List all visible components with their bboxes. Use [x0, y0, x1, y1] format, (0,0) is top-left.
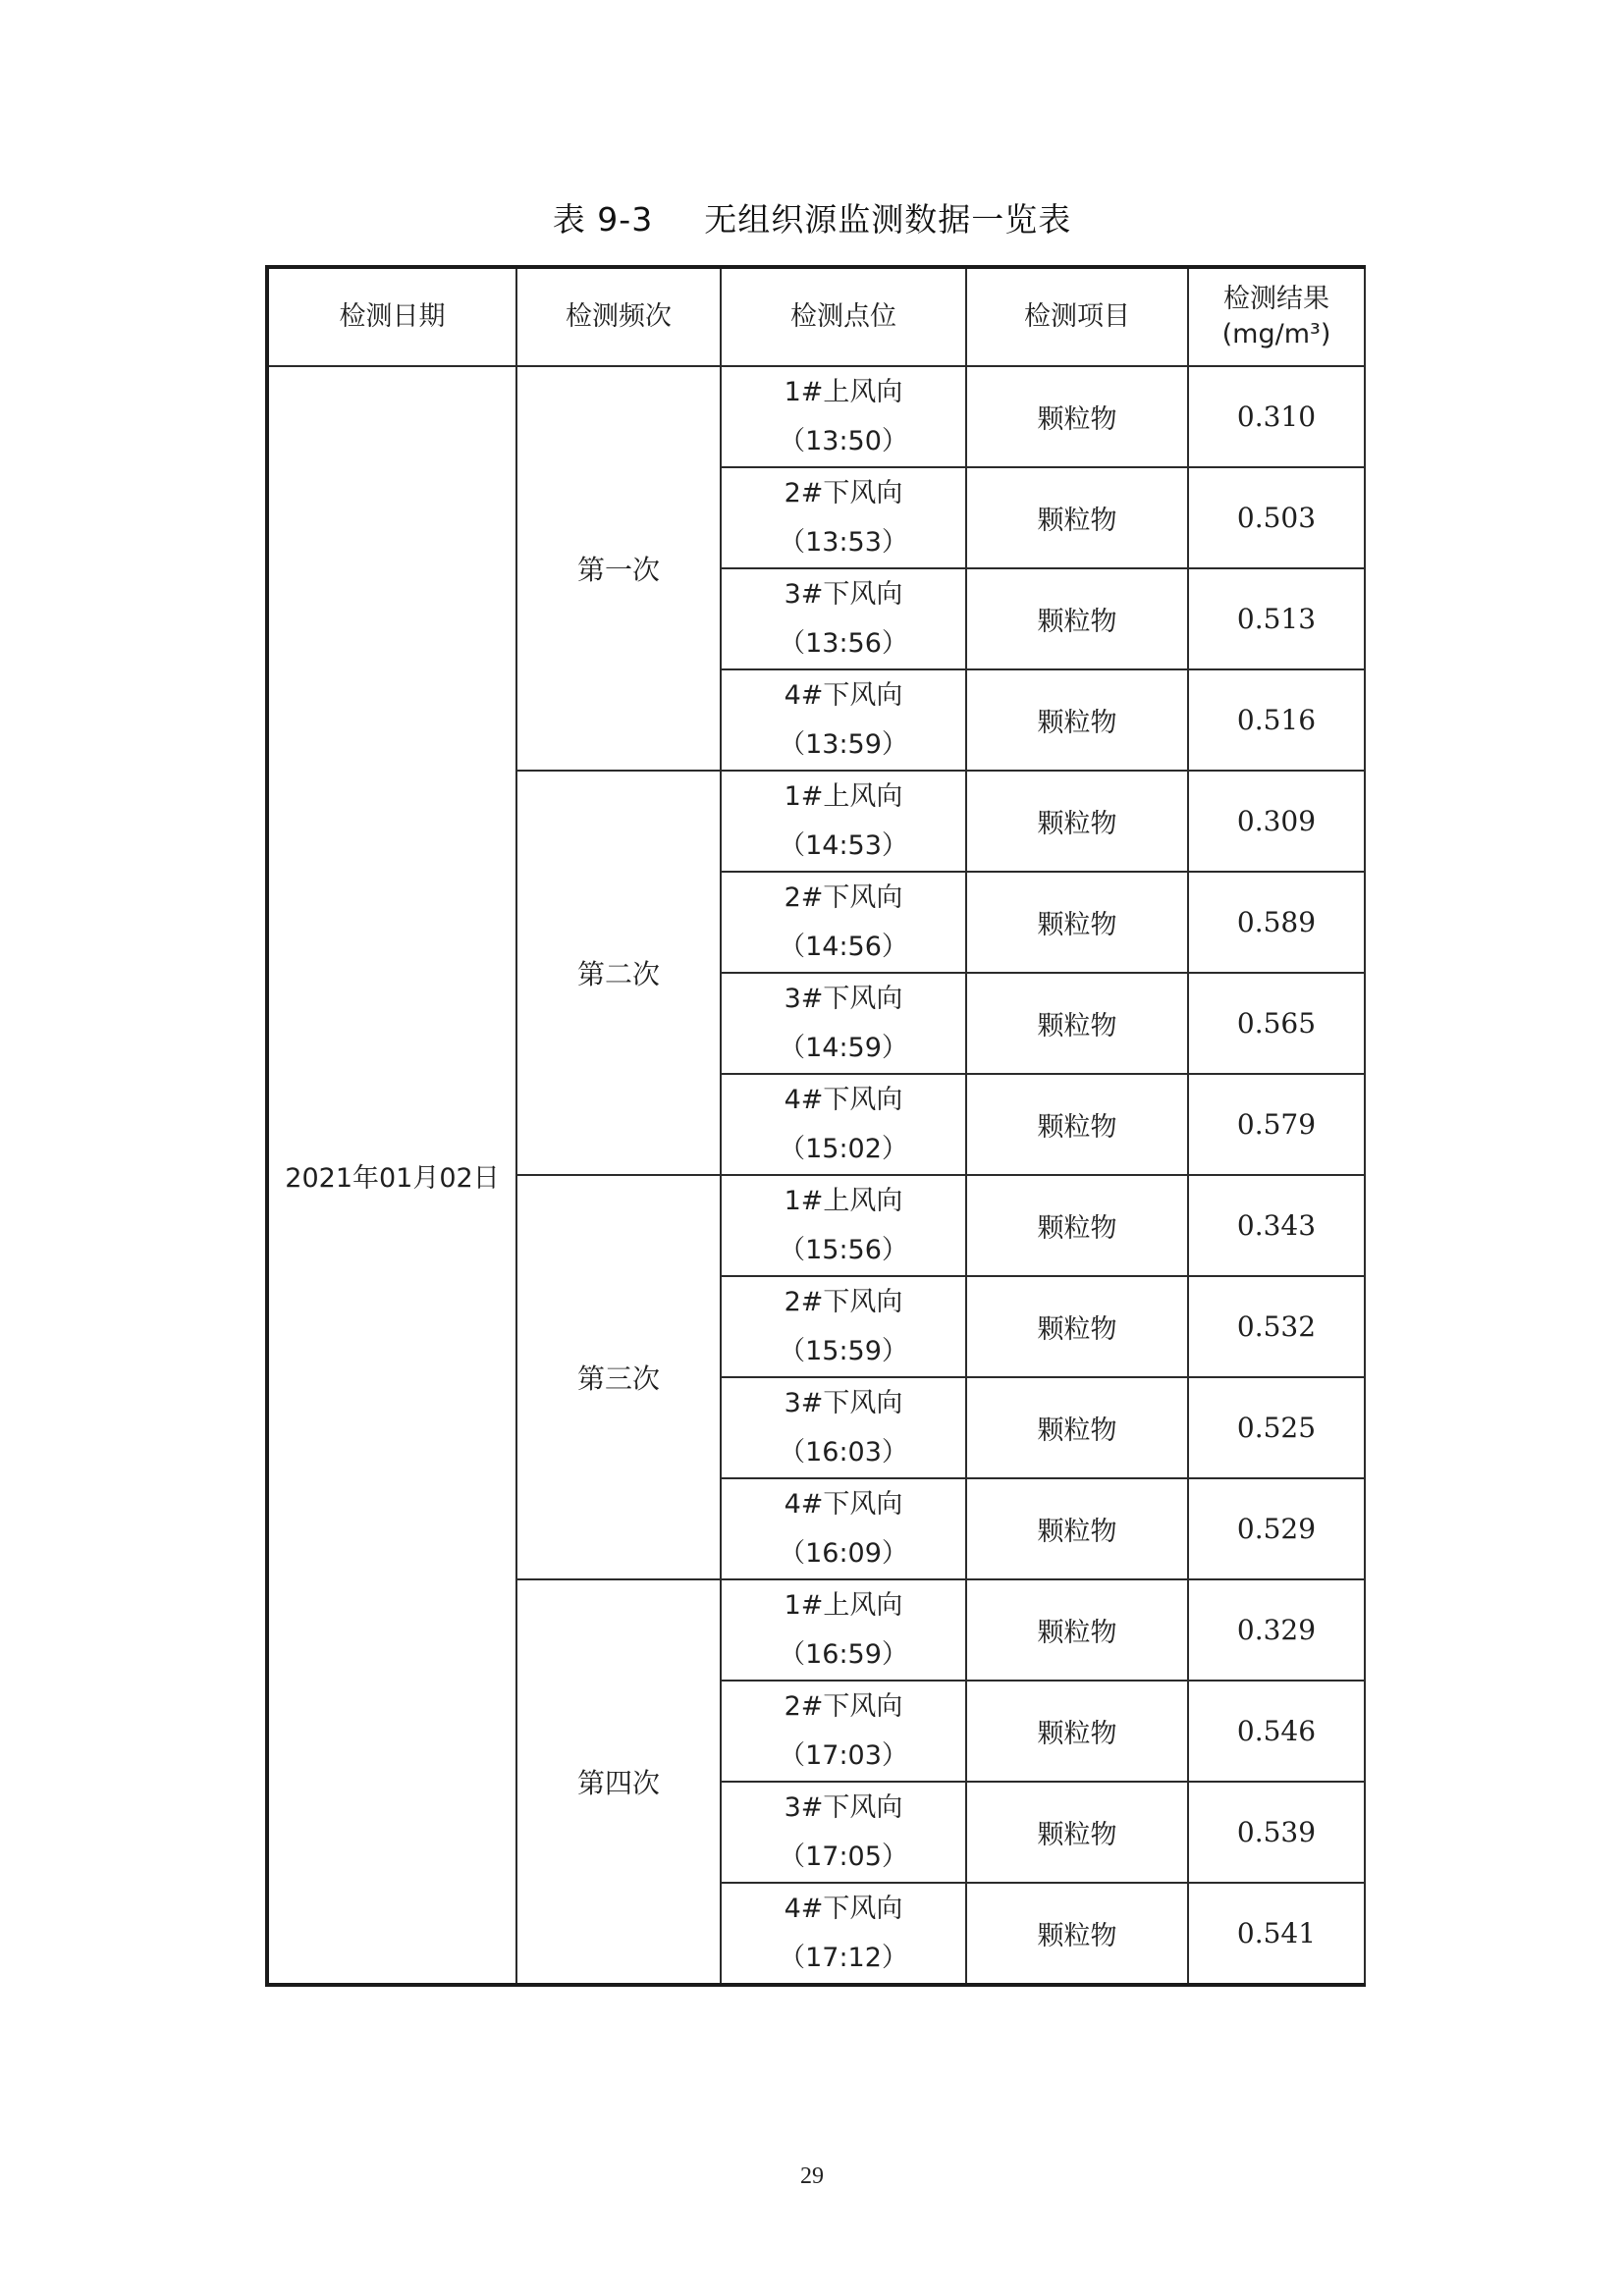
point-name: 3#下风向: [784, 1791, 903, 1823]
table-title: 无组织源监测数据一览表: [704, 200, 1072, 239]
cell-point: [721, 1579, 966, 1681]
cell-result: 0.541: [1188, 1883, 1365, 1985]
point-time: （15:59）: [779, 1335, 908, 1366]
table-row: [267, 366, 1365, 467]
cell-point: [721, 1782, 966, 1883]
cell-item: 颗粒物: [966, 467, 1188, 568]
point-time: （13:53）: [779, 526, 908, 558]
cell-point: [721, 1074, 966, 1175]
cell-result: 0.309: [1188, 771, 1365, 872]
cell-result: 0.513: [1188, 568, 1365, 669]
cell-result: 0.503: [1188, 467, 1365, 568]
cell-result: 0.579: [1188, 1074, 1365, 1175]
point-name: 4#下风向: [784, 1893, 903, 1924]
header-result-unit: (mg/m³): [1221, 319, 1331, 349]
point-name: 1#上风向: [784, 1185, 903, 1216]
cell-date: 2021年01月02日: [267, 366, 516, 1985]
cell-result: 0.539: [1188, 1782, 1365, 1883]
header-result-label: 检测结果: [1223, 284, 1329, 314]
point-name: 4#下风向: [784, 1084, 903, 1115]
cell-frequency: 第一次: [516, 366, 721, 771]
point-time: （17:03）: [779, 1739, 908, 1771]
point-name: 2#下风向: [784, 1286, 903, 1317]
header-point: 检测点位: [721, 267, 966, 366]
point-time: （16:09）: [779, 1537, 908, 1569]
cell-result: 0.589: [1188, 872, 1365, 973]
cell-point: [721, 669, 966, 771]
cell-point: [721, 973, 966, 1074]
cell-item: 颗粒物: [966, 973, 1188, 1074]
cell-item: 颗粒物: [966, 1579, 1188, 1681]
point-name: 2#下风向: [784, 881, 903, 913]
cell-point: [721, 1276, 966, 1377]
point-name: 3#下风向: [784, 578, 903, 610]
table-body: [267, 366, 1365, 1985]
point-name: 3#下风向: [784, 1387, 903, 1418]
cell-point: [721, 568, 966, 669]
point-time: （16:59）: [779, 1638, 908, 1670]
cell-item: 颗粒物: [966, 1782, 1188, 1883]
cell-item: 颗粒物: [966, 771, 1188, 872]
cell-item: 颗粒物: [966, 1681, 1188, 1782]
cell-item: 颗粒物: [966, 568, 1188, 669]
cell-point: [721, 366, 966, 467]
cell-result: 0.329: [1188, 1579, 1365, 1681]
point-time: （13:59）: [779, 728, 908, 760]
header-date: 检测日期: [267, 267, 516, 366]
cell-point: [721, 1175, 966, 1276]
point-name: 1#上风向: [784, 376, 903, 407]
table-number: 表 9-3: [552, 200, 654, 239]
table-header-row: [267, 267, 1365, 366]
table-caption: [0, 194, 1624, 240]
point-name: 2#下风向: [784, 477, 903, 508]
cell-item: 颗粒物: [966, 1478, 1188, 1579]
cell-result: 0.565: [1188, 973, 1365, 1074]
cell-item: 颗粒物: [966, 1883, 1188, 1985]
point-time: （13:50）: [779, 425, 908, 456]
cell-result: 0.529: [1188, 1478, 1365, 1579]
cell-result: 0.546: [1188, 1681, 1365, 1782]
monitoring-data-table: [265, 265, 1366, 1987]
cell-point: [721, 1883, 966, 1985]
cell-result: 0.310: [1188, 366, 1365, 467]
page-number: 29: [800, 2163, 824, 2189]
point-name: 4#下风向: [784, 679, 903, 711]
point-time: （15:02）: [779, 1133, 908, 1164]
cell-item: 颗粒物: [966, 872, 1188, 973]
point-time: （14:59）: [779, 1032, 908, 1063]
cell-item: 颗粒物: [966, 1175, 1188, 1276]
cell-point: [721, 1478, 966, 1579]
point-time: （14:53）: [779, 829, 908, 861]
cell-point: [721, 1377, 966, 1478]
cell-item: 颗粒物: [966, 1377, 1188, 1478]
header-result: [1188, 267, 1365, 366]
header-frequency: 检测频次: [516, 267, 721, 366]
point-time: （16:03）: [779, 1436, 908, 1468]
cell-result: 0.343: [1188, 1175, 1365, 1276]
point-time: （17:12）: [779, 1942, 908, 1973]
point-name: 2#下风向: [784, 1690, 903, 1722]
cell-point: [721, 771, 966, 872]
cell-result: 0.525: [1188, 1377, 1365, 1478]
point-time: （15:56）: [779, 1234, 908, 1265]
cell-item: 颗粒物: [966, 1276, 1188, 1377]
point-time: （14:56）: [779, 931, 908, 962]
point-time: （17:05）: [779, 1841, 908, 1872]
point-name: 1#上风向: [784, 1589, 903, 1621]
cell-item: 颗粒物: [966, 669, 1188, 771]
cell-frequency: 第三次: [516, 1175, 721, 1579]
point-name: 3#下风向: [784, 983, 903, 1014]
cell-point: [721, 1681, 966, 1782]
cell-point: [721, 872, 966, 973]
header-item: 检测项目: [966, 267, 1188, 366]
cell-item: 颗粒物: [966, 1074, 1188, 1175]
cell-point: [721, 467, 966, 568]
cell-frequency: 第二次: [516, 771, 721, 1175]
point-name: 4#下风向: [784, 1488, 903, 1520]
cell-item: 颗粒物: [966, 366, 1188, 467]
point-time: （13:56）: [779, 627, 908, 659]
cell-result: 0.516: [1188, 669, 1365, 771]
point-name: 1#上风向: [784, 780, 903, 812]
cell-frequency: 第四次: [516, 1579, 721, 1985]
cell-result: 0.532: [1188, 1276, 1365, 1377]
